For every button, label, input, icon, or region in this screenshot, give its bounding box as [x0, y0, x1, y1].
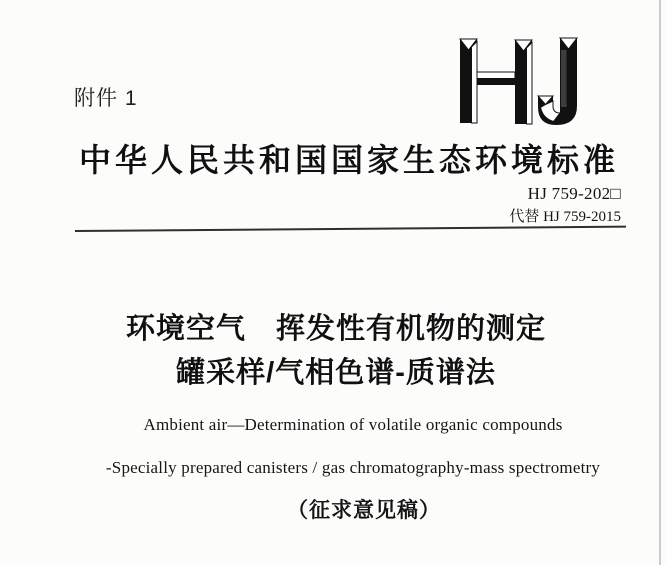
page-edge-line — [659, 0, 661, 565]
doc-title-cn-line1: 环境空气 挥发性有机物的测定 — [125, 313, 546, 345]
attachment-label: 附件 1 — [74, 87, 138, 110]
draft-status-note: （征求意见稿） — [287, 499, 441, 522]
standard-number-block — [509, 184, 621, 226]
hj-logo-text — [0, 0, 1, 1]
replaces-note: 代替 HJ 759-2015 — [509, 209, 621, 226]
header-rule — [75, 226, 626, 232]
standard-org-title: 中华人民共和国国家生态环境标准 — [79, 142, 620, 178]
hj-logo-icon — [455, 33, 595, 128]
standard-number: HJ 759-202□ — [527, 184, 621, 203]
doc-title-en-line2: -Specially prepared canisters / gas chromatography-mass spectrometry — [105, 458, 601, 477]
doc-title-cn-line2: 罐采样/气相色谱-质谱法 — [176, 357, 496, 389]
doc-title-en-line1: Ambient air—Determination of volatile organic compounds — [143, 415, 563, 434]
